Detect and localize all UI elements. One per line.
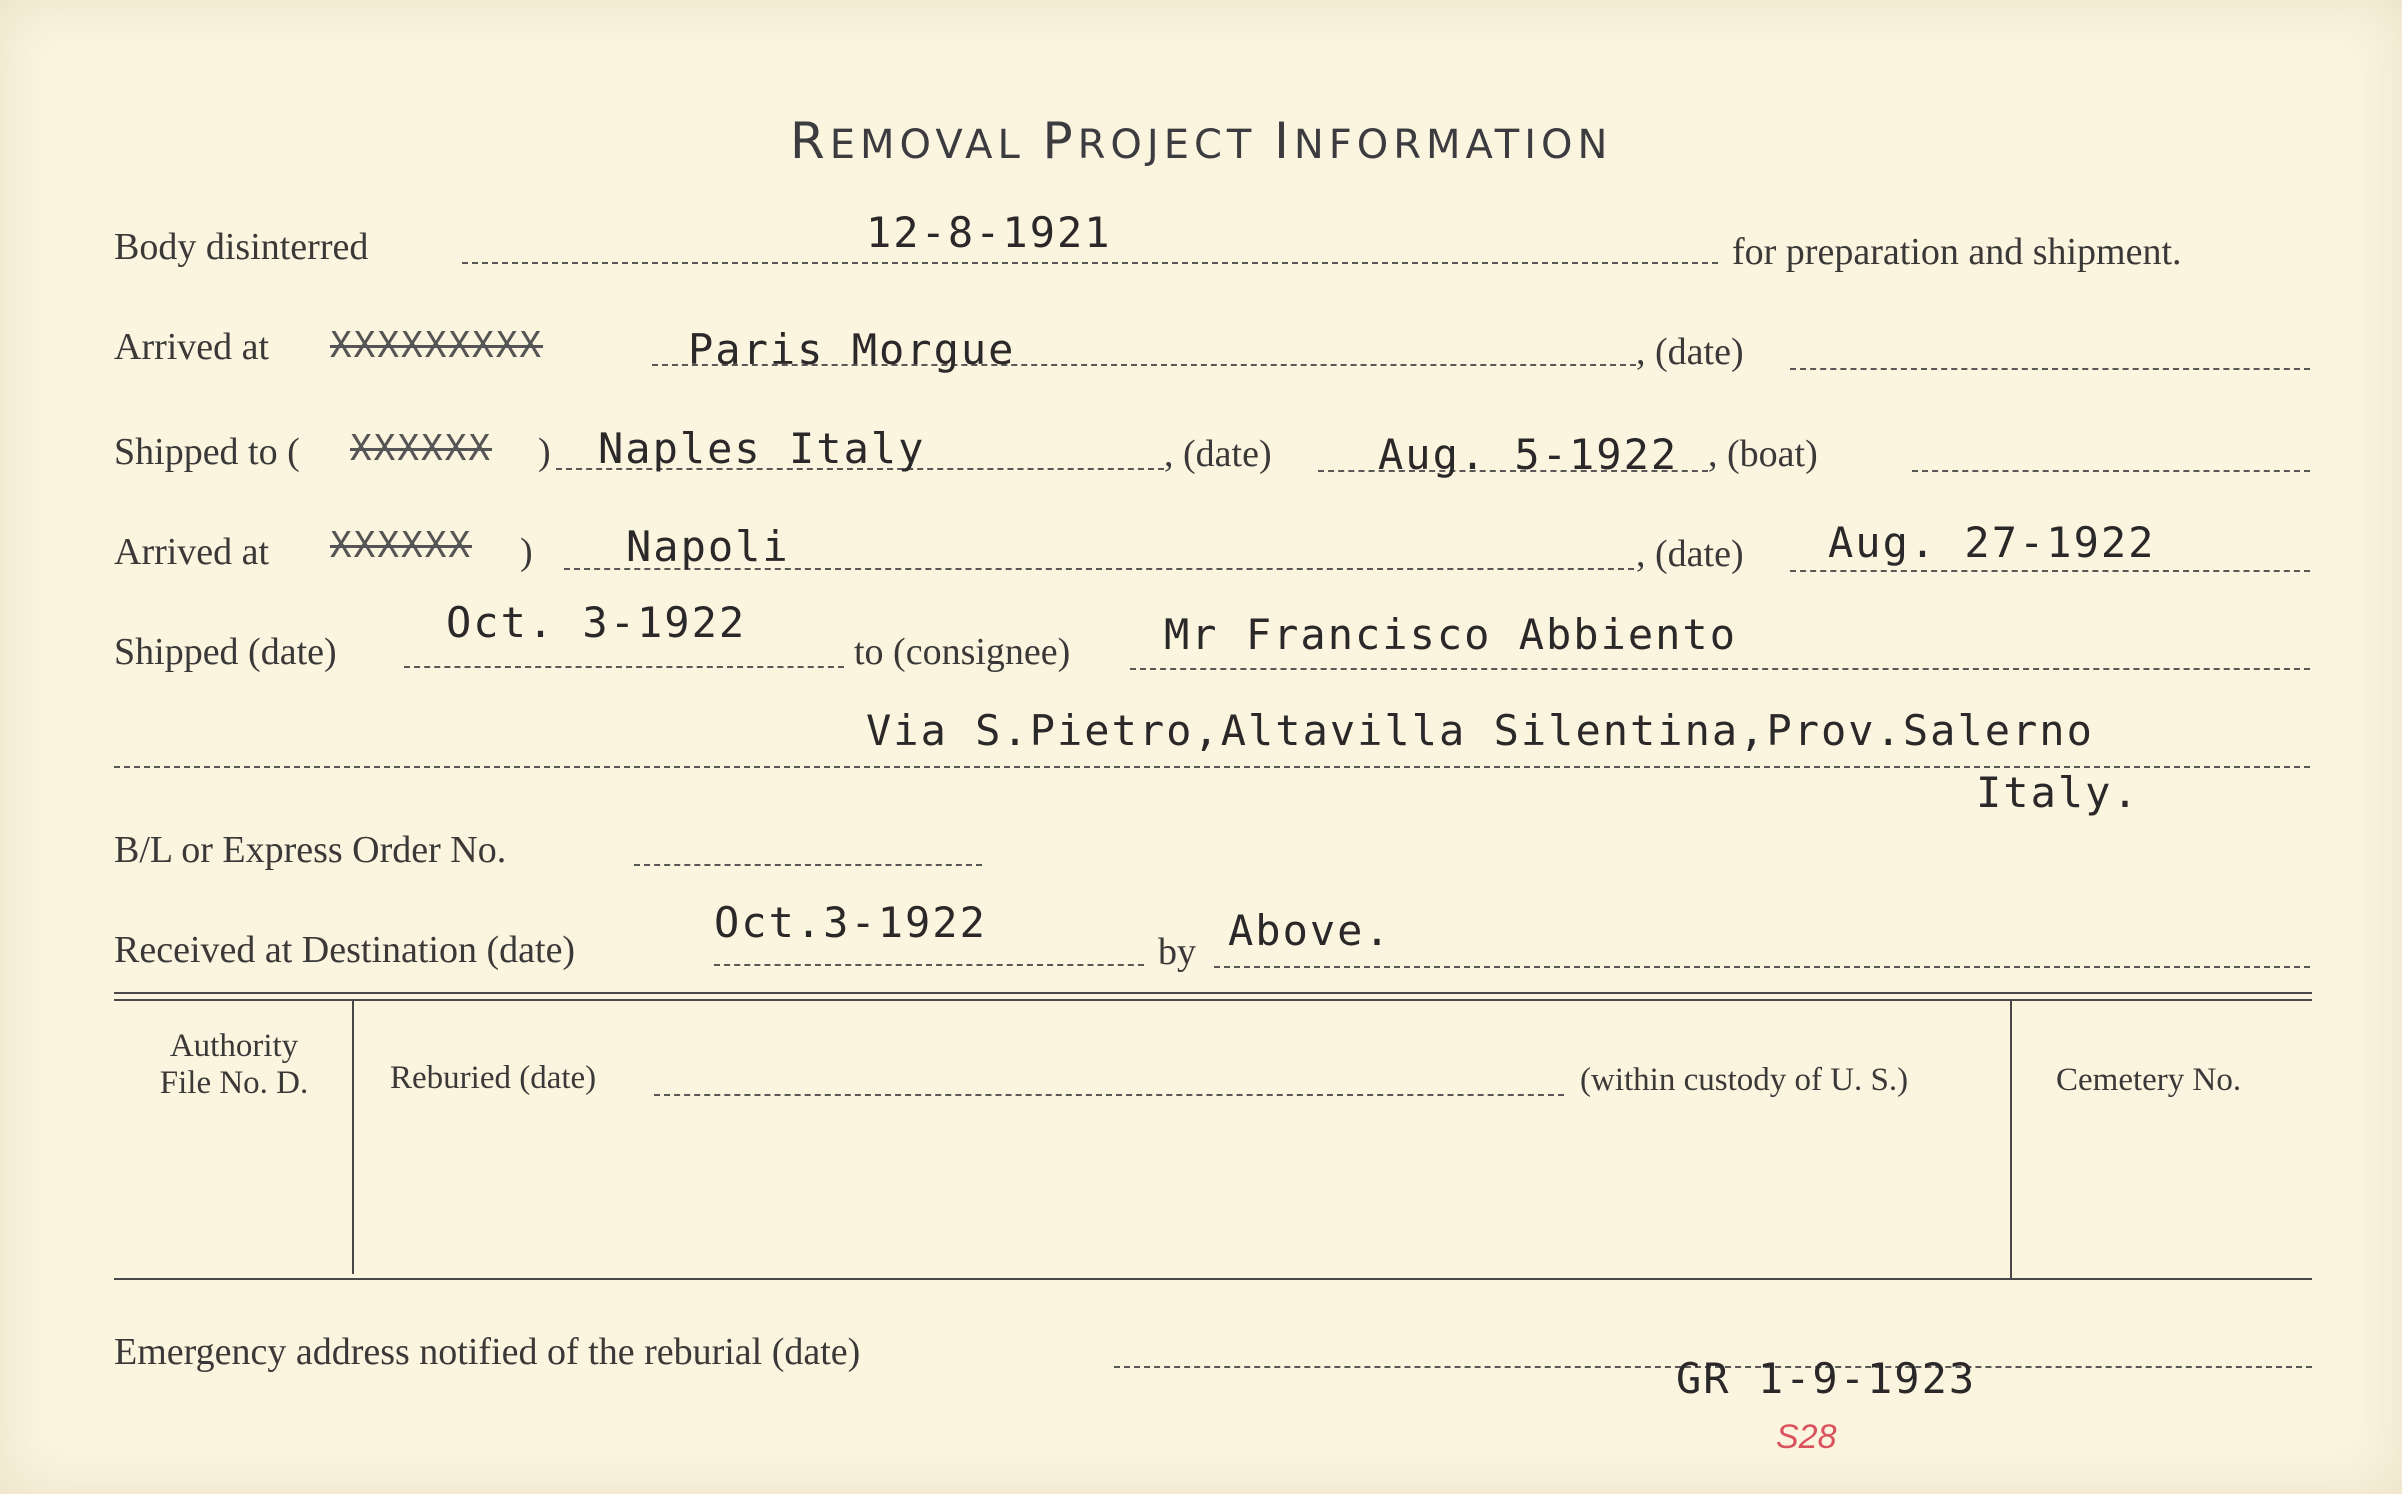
table-divider-left (352, 1000, 354, 1274)
table-divider-right (2010, 1000, 2012, 1278)
arrived-2-date-value: Aug. 27-1922 (1828, 518, 2156, 567)
arrived-at-value: Paris Morgue (688, 325, 1016, 374)
arrived-at-2-close-paren: ) (520, 531, 533, 573)
address-line-1: Via S.Pietro,Altavilla Silentina,Prov.Salerno (866, 706, 2094, 755)
boat-label: , (boat) (1708, 433, 1818, 475)
arrived-date-line (1790, 368, 2310, 370)
body-disinterred-value: 12-8-1921 (866, 208, 1112, 257)
shipped-to-struck-text: XXXXXX (350, 428, 493, 469)
reburied-label: Reburied (date) (390, 1060, 597, 1096)
arrived-at-2-value: Napoli (626, 522, 790, 571)
shipped-to-close-paren: ) (538, 431, 551, 473)
body-disinterred-line (462, 262, 1718, 264)
arrived-at-struck-text: XXXXXXXXX (330, 325, 544, 366)
red-ink-mark: S28 (1776, 1418, 1837, 1456)
received-date-value: Oct.3-1922 (714, 898, 987, 947)
emergency-value: GR 1-9-1923 (1676, 1354, 1977, 1403)
table-top-rule-1 (114, 992, 2312, 994)
arrived-2-date-line (1790, 570, 2310, 572)
arrived-at-label: Arrived at (114, 326, 270, 368)
address-line-2: Italy. (1976, 768, 2140, 817)
preparation-shipment-label: for preparation and shipment. (1732, 231, 2182, 273)
body-disinterred-label: Body disinterred (114, 226, 369, 268)
authority-line-2: File No. D. (159, 1065, 309, 1101)
authority-line-1: Authority (169, 1028, 299, 1064)
boat-line (1912, 470, 2310, 472)
bl-order-line (634, 864, 982, 866)
shipped-date-2-value: Oct. 3-1922 (446, 598, 747, 647)
received-date-line (714, 964, 1144, 966)
bl-order-label: B/L or Express Order No. (114, 829, 507, 871)
table-bottom-rule (114, 1278, 2312, 1280)
emergency-label: Emergency address notified of the reburial (date) (114, 1331, 861, 1373)
received-by-value: Above. (1228, 906, 1392, 955)
authority-label (134, 1028, 334, 1102)
consignee-value: Mr Francisco Abbiento (1164, 610, 1738, 659)
shipped-date-label: , (date) (1164, 433, 1272, 475)
cemetery-number-label: Cemetery No. (2056, 1062, 2242, 1098)
shipped-to-label: Shipped to ( (114, 431, 300, 473)
shipped-date-2-label: Shipped (date) (114, 631, 337, 673)
custody-label: (within custody of U. S.) (1580, 1062, 1909, 1098)
arrived-2-date-label: , (date) (1636, 533, 1744, 575)
card-title: REMOVAL PROJECT INFORMATION (790, 112, 1613, 170)
shipped-to-value: Naples Italy (598, 424, 926, 473)
consignee-line (1130, 668, 2310, 670)
shipped-date-2-line (404, 666, 844, 668)
arrived-at-2-struck-text: XXXXXX (330, 525, 473, 566)
table-top-rule-2 (114, 999, 2312, 1001)
consignee-label: to (consignee) (854, 631, 1071, 673)
received-label: Received at Destination (date) (114, 929, 576, 971)
reburied-line (654, 1094, 1564, 1096)
arrived-at-2-label: Arrived at (114, 531, 270, 573)
received-by-line (1214, 966, 2310, 968)
received-by-label: by (1158, 931, 1196, 973)
arrived-date-label: , (date) (1636, 331, 1744, 373)
shipped-date-value: Aug. 5-1922 (1378, 430, 1679, 479)
